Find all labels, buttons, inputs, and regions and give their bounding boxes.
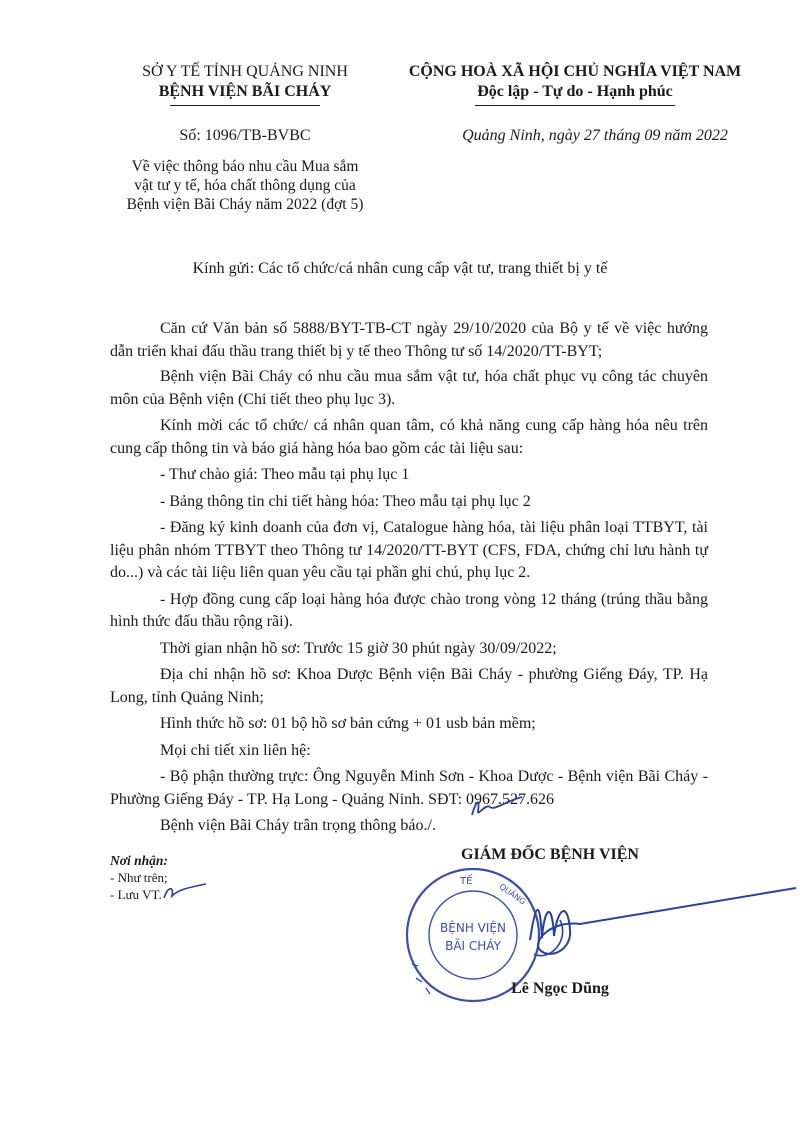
body-paragraph: Kính mời các tổ chức/ cá nhân quan tâm, có khả năng cung cấp hàng hóa nêu trên cung cấp thông tin và báo giá hàng hóa bao gồm các tài liệu sau: — [110, 417, 708, 457]
seal-ring-text: TẾ — [460, 876, 473, 887]
seal-line: BÃI CHÁY — [445, 939, 501, 953]
body-paragraph: - Thư chào giá: Theo mẫu tại phụ lục 1 — [160, 466, 410, 483]
motto: Độc lập - Tự do - Hạnh phúc — [477, 83, 673, 100]
body-paragraph: - Đăng ký kinh doanh của đơn vị, Catalogue hàng hóa, tài liệu phân loại TTBYT, tài liệu phân nhóm TTBYT theo Thông tư 14/2020/TT-BYT (CFS, FDA, chứng chỉ lưu hành tự do...) và các tài liệu liên quan yêu cầu tại phần ghi chú, phụ lục 2. — [110, 519, 708, 581]
document-number: Số: 1096/TB-BVBC — [179, 127, 311, 144]
body-paragraph: Hình thức hồ sơ: 01 bộ hồ sơ bản cứng + 01 usb bản mềm; — [160, 715, 536, 732]
signer-title: GIÁM ĐỐC BỆNH VIỆN — [461, 846, 639, 863]
document-body — [110, 318, 708, 842]
issuer-underline — [170, 105, 320, 106]
recipients-title: Nơi nhận: — [110, 853, 168, 868]
recipient-item: - Lưu VT. — [110, 887, 162, 902]
subject-line: vật tư y tế, hóa chất thông dụng của — [134, 177, 356, 194]
body-paragraph: Bệnh viện Bãi Cháy trân trọng thông báo./. — [160, 817, 436, 834]
addressee: Kính gửi: Các tổ chức/cá nhân cung cấp vật tư, trang thiết bị y tế — [192, 260, 608, 277]
subject-line: Bệnh viện Bãi Cháy năm 2022 (đợt 5) — [126, 196, 364, 213]
country-name: CỘNG HOÀ XÃ HỘI CHỦ NGHĨA VIỆT NAM — [408, 63, 742, 80]
seal-line: BỆNH VIỆN — [440, 921, 506, 935]
national-motto-block — [390, 62, 760, 106]
subject-line: Về việc thông báo nhu cầu Mua sắm — [131, 158, 359, 175]
document-subject — [100, 157, 390, 214]
motto-underline — [475, 105, 675, 106]
initials-mark-icon — [466, 793, 526, 821]
body-paragraph: Mọi chi tiết xin liên hệ: — [160, 741, 311, 759]
body-paragraph: Căn cứ Văn bản số 5888/BYT-TB-CT ngày 29/10/2020 của Bộ y tế về việc hướng dẫn triển khai đấu thầu trang thiết bị y tế theo Thông tư số 14/2020/TT-BYT; — [110, 320, 708, 360]
body-paragraph: - Hợp đồng cung cấp loại hàng hóa được chào trong vòng 12 tháng (trúng thầu bằng hình thức đấu thầu rộng rãi). — [110, 590, 708, 630]
seal-ring-text: QUẢNG — [497, 881, 528, 907]
body-paragraph: Thời gian nhận hồ sơ: Trước 15 giờ 30 phút ngày 30/09/2022; — [160, 639, 557, 657]
body-paragraph: Bệnh viện Bãi Cháy có nhu cầu mua sắm vật tư, hóa chất phục vụ công tác chuyên môn của Bệnh viện (Chi tiết theo phụ lục 3). — [110, 368, 708, 408]
issuer-parent-org: SỞ Y TẾ TỈNH QUẢNG NINH — [142, 63, 348, 80]
body-paragraph: - Bộ phận thường trực: Ông Nguyễn Minh Sơn - Khoa Dược - Bệnh viện Bãi Cháy - Phường Giếng Đáy - TP. Hạ Long - Quảng Ninh. SĐT: 0967.527.626 — [110, 768, 708, 808]
body-paragraph: - Bảng thông tin chi tiết hàng hóa: Theo mẫu tại phụ lục 2 — [160, 492, 531, 510]
initials-mark-icon — [160, 880, 210, 904]
body-paragraph: Địa chỉ nhận hồ sơ: Khoa Dược Bệnh viện Bãi Cháy - phường Giếng Đáy, TP. Hạ Long, tỉnh Quảng Ninh; — [110, 666, 708, 706]
issuer-block — [100, 62, 390, 106]
recipients-block — [110, 852, 310, 903]
document-date: Quảng Ninh, ngày 27 tháng 09 năm 2022 — [462, 127, 728, 144]
signer-name: Lê Ngọc Dũng — [511, 980, 609, 997]
issuer-name: BỆNH VIỆN BÃI CHÁY — [158, 83, 332, 100]
signature-icon — [510, 880, 800, 990]
recipient-item: - Như trên; — [110, 870, 168, 885]
